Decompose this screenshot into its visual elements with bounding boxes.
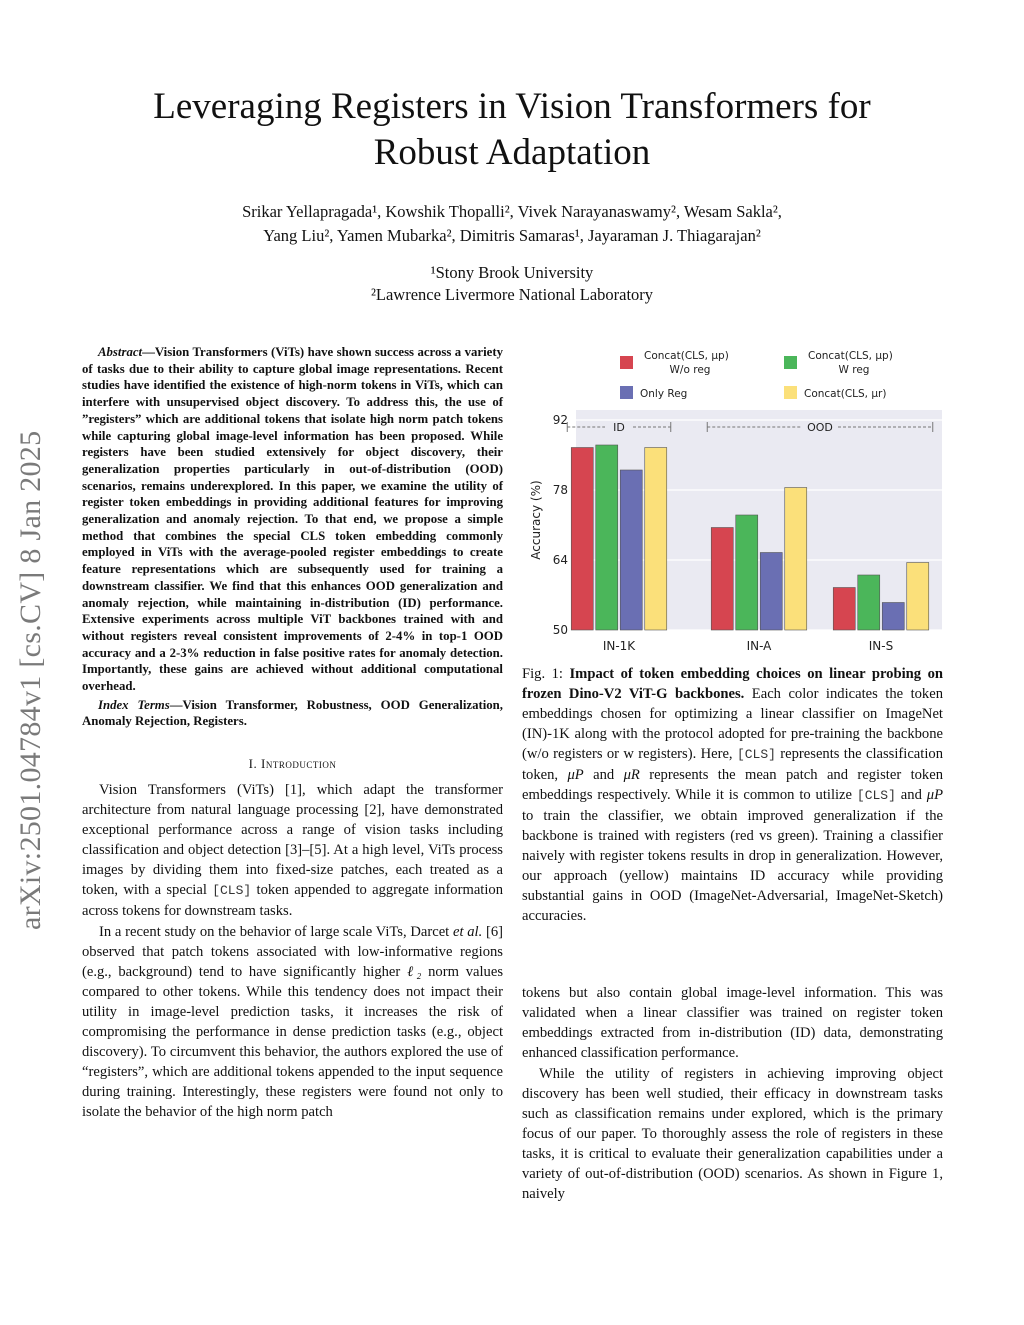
caption-text-3: and [583, 767, 624, 783]
legend-label-0: Concat(CLS, μp) [644, 350, 729, 362]
left-column [82, 344, 503, 1122]
legend-swatch-0 [620, 356, 633, 369]
annotation-label-ID: ID [613, 421, 625, 434]
legend-swatch-1 [784, 356, 797, 369]
x-tick-label-IN-S: IN-S [868, 639, 894, 653]
x-tick-label-IN-1K: IN-1K [602, 639, 636, 653]
intro-p2-text-b: [6] observed that patch tokens associated with low-informative regions (e.g., background) tend to have significantly higher [82, 924, 503, 981]
caption-mu-p-2: μP [926, 787, 944, 803]
legend-label-1: Concat(CLS, μp) [808, 350, 893, 362]
caption-cls-code-2: [CLS] [856, 788, 896, 803]
bar-IN-S-0 [833, 588, 855, 631]
index-terms-label: Index Terms [98, 697, 170, 712]
y-tick-label-78: 78 [552, 483, 568, 497]
annotation-label-OOD: OOD [807, 421, 833, 434]
title-line-1: Leveraging Registers in Vision Transformers for [153, 86, 871, 127]
index-terms-text: —Vision Transformer, Robustness, OOD Generalization, Anomaly Rejection, Registers. [82, 697, 503, 729]
bar-IN-A-2 [760, 553, 782, 631]
caption-cls-code-1: [CLS] [736, 747, 776, 762]
bar-chart-svg [522, 340, 944, 658]
bar-IN-1K-0 [571, 448, 593, 631]
legend-swatch-2 [620, 386, 633, 399]
figure-1-caption [522, 664, 943, 926]
bar-IN-A-1 [736, 515, 758, 630]
affiliations [90, 262, 934, 306]
intro-paragraph-1 [82, 780, 503, 921]
author-list [90, 200, 934, 248]
legend-label-3: Concat(CLS, μr) [804, 388, 887, 400]
figure-1-chart [522, 340, 944, 658]
right-column-body [522, 983, 943, 1204]
caption-text-4: represents the mean patch and register token embeddings respectively. While it is common to utilize [522, 767, 943, 803]
legend-sublabel-0: W/o reg [669, 364, 711, 376]
right-paragraph-2: While the utility of registers in achieving improving object discovery has been well studied, their efficacy in downstream tasks such as classification remains under explored, which is the primary focus of our paper. To thoroughly assess the role of registers in these tasks, it is critical to evaluate their generalization capabilities under a variety of out-of-distribution (OOD) scenarios. As shown in Figure 1, naively [522, 1066, 943, 1202]
authors-line-2: Yang Liu², Yamen Mubarka², Dimitris Samaras¹, Jayaraman J. Thiagarajan² [263, 226, 761, 245]
caption-label: Fig. 1: [522, 666, 570, 682]
caption-mu-p-1: μP [567, 767, 584, 783]
arxiv-stamp-text: arXiv:2501.04784v1 [cs.CV] 8 Jan 2025 [14, 430, 47, 930]
et-al: et al. [452, 924, 483, 941]
legend-sublabel-1: W reg [838, 364, 870, 376]
bar-IN-1K-3 [645, 448, 667, 631]
bar-IN-A-0 [711, 528, 733, 631]
y-tick-label-50: 50 [552, 623, 568, 637]
bar-IN-S-1 [858, 575, 880, 630]
y-tick-label-92: 92 [552, 413, 568, 427]
legend-swatch-3 [784, 386, 797, 399]
caption-text-5: and [895, 787, 927, 803]
abstract-text: —Vision Transformers (ViTs) have shown success across a variety of tasks due to their ability to capture global image representations. Recent studies have identified the existence of high-norm tokens in ViTs, which can interfere with unsupervised object discovery. To address this, the use of ”registers” which are additional tokens that isolate high norm patch tokens while capturing global image-level information has been proposed. While registers have been studied extensively for object discovery, their generalization properties particularly in out-of-distribution (OOD) scenarios, remains underexplored. In this paper, we examine the utility of register token embeddings in providing additional features for improving generalization and anomaly rejection. To that end, we propose a simple method that combines the special CLS token embedding commonly employed in ViTs with the average-pooled register embeddings to create feature representations which are subsequently used for training a downstream classifier. We find that this enhances OOD generalization and anomaly rejection, while maintaining in-distribution (ID) performance. Extensive experiments across multiple ViT backbones trained with and without registers reveal consistent improvements of 2-4% in top-1 OOD accuracy and a 2-3% reduction in false positive rates for anomaly detection. Importantly, these gains are achieved without additional computational overhead. [82, 345, 503, 694]
intro-p1-text-b: token appended to aggregate information across tokens for downstream tasks. [82, 882, 503, 920]
legend-label-2: Only Reg [640, 388, 688, 400]
bar-IN-1K-2 [620, 470, 642, 630]
caption-text-2: represents the classification token, [522, 746, 943, 783]
abstract [82, 344, 503, 695]
affiliation-2: ²Lawrence Livermore National Laboratory [370, 285, 654, 304]
caption-text-6: to train the classifier, we obtain improved generalization if the backbone is trained with registers (red vs green). Training a classifier naively with register tokens results in drop in generalization. However, our approach (yellow) maintains ID accuracy while providing substantial gains in OOD (ImageNet-Adversarial, ImageNet-Sketch) accuracies. [522, 808, 943, 924]
l2-norm-symbol: ℓ₂ [407, 964, 422, 981]
paper-title [90, 84, 934, 176]
bar-IN-S-3 [907, 563, 929, 631]
bar-IN-S-2 [882, 603, 904, 631]
bar-IN-A-3 [785, 488, 807, 631]
index-terms [82, 697, 503, 730]
affiliation-1: ¹Stony Brook University [430, 263, 594, 282]
intro-p2-text-c: norm values compared to other tokens. While this tendency does not impact their utility in image-level prediction tasks, it increases the risk of compromising the performance in dense prediction tasks (e.g., object discovery). To circumvent this behavior, the authors explored the use of “registers”, which are additional tokens appended to the input sequence during training. Interestingly, these registers were found not only to isolate the behavior of the high norm patch [82, 964, 504, 1121]
right-paragraph-1: tokens but also contain global image-level information. This was validated when a linear classifier was trained on register token embeddings extracted from in-distribution (ID) data, demonstrating enhanced classification performance. [522, 985, 943, 1061]
section-heading-introduction: I. Introduction [248, 756, 337, 772]
abstract-label: Abstract [98, 345, 143, 359]
caption-text-1: Each color indicates the token embeddings chosen for optimizing a linear classifier on ImageNet (IN)-1K along with the protocol adopted for pre-training the backbone (w/o registers or w registers). Here, [522, 686, 944, 762]
x-tick-label-IN-A: IN-A [746, 639, 772, 653]
caption-mu-r: μR [623, 767, 640, 783]
bar-IN-1K-1 [596, 445, 618, 630]
intro-p1-text-a: Vision Transformers (ViTs) [1], which adapt the transformer architecture from natural language processing [2], have demonstrated exceptional performance across a range of vision tasks including classification and object detection [3]–[5]. At a high level, ViTs process images by dividing them into fixed-size patches, each treated as a token, with a special [82, 782, 503, 899]
y-axis-label: Accuracy (%) [529, 480, 543, 560]
y-tick-label-64: 64 [552, 553, 568, 567]
cls-token-code: [CLS] [212, 883, 252, 899]
intro-p2-text-a: In a recent study on the behavior of large scale ViTs, Darcet [99, 924, 453, 941]
intro-paragraph-2 [82, 922, 503, 1122]
authors-line-1: Srikar Yellapragada¹, Kowshik Thopalli², Vivek Narayanaswamy², Wesam Sakla², [242, 202, 782, 221]
title-line-2: Robust Adaptation [373, 132, 651, 173]
caption-bold-title: Impact of token embedding choices on linear probing on frozen Dino-V2 ViT-G backbones. [522, 666, 943, 702]
